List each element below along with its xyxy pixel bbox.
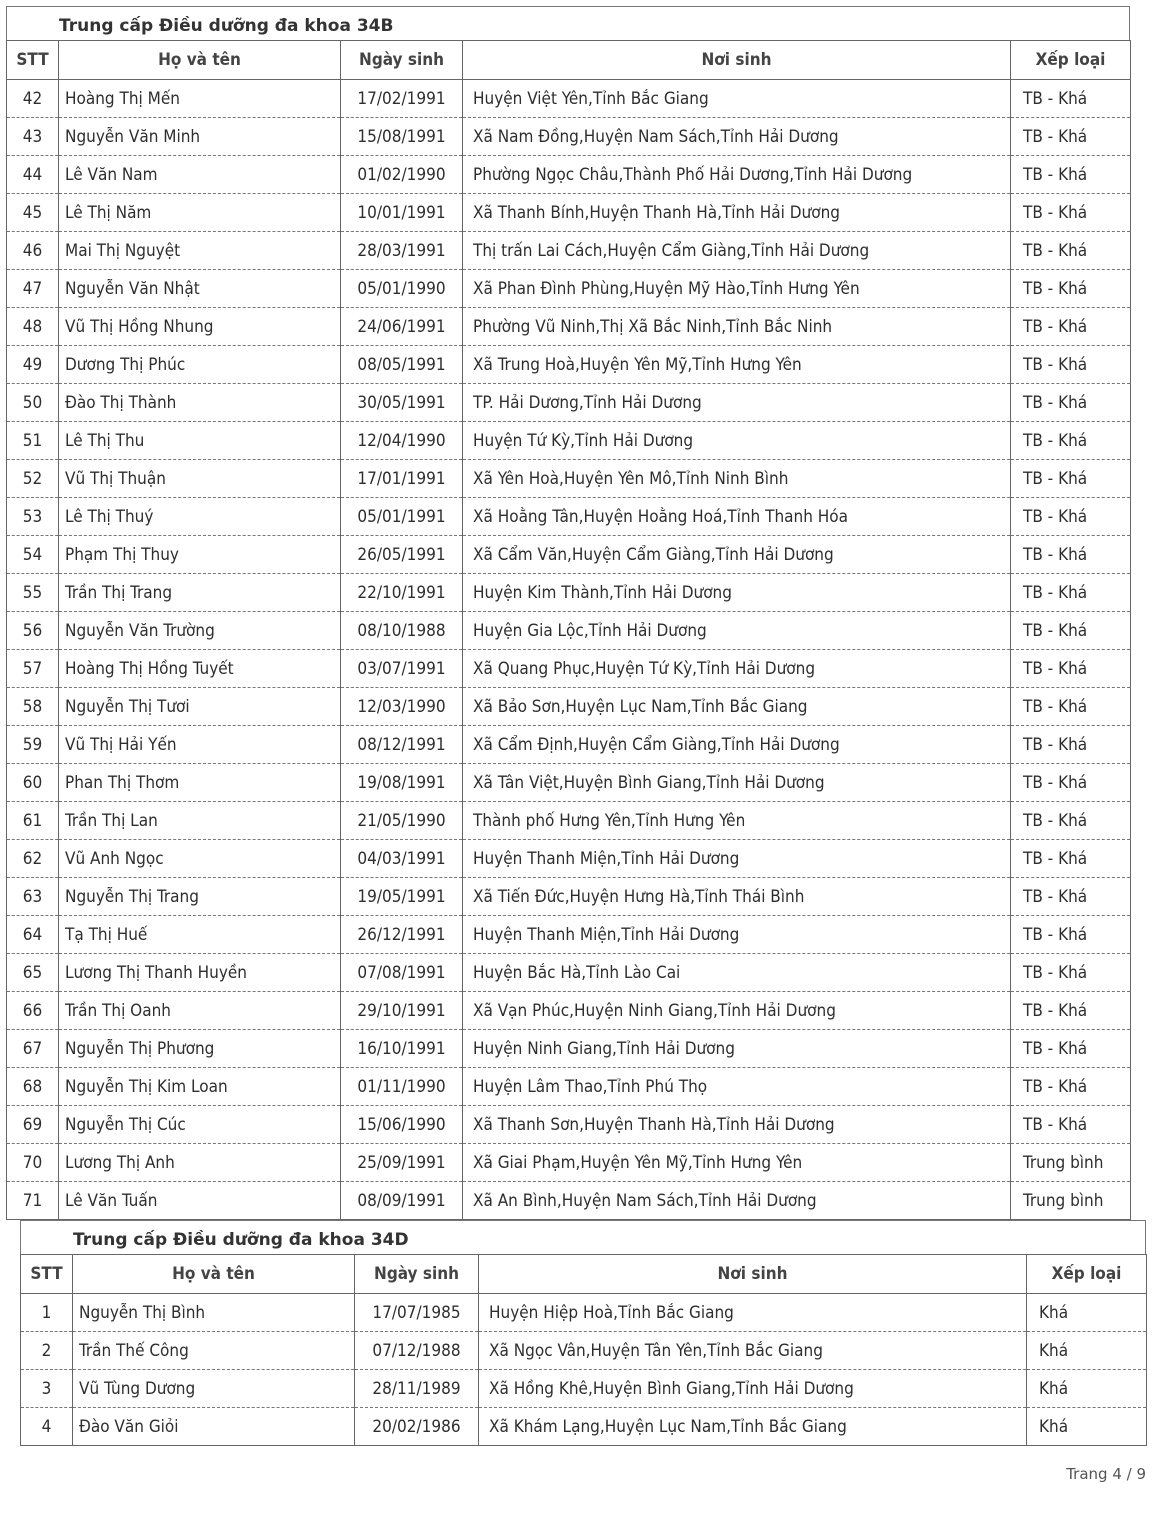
row-rank: TB - Khá xyxy=(1011,650,1131,688)
row-stt: 1 xyxy=(21,1294,73,1332)
row-rank: TB - Khá xyxy=(1011,346,1131,384)
table-row xyxy=(7,574,1131,612)
table-row xyxy=(7,1106,1131,1144)
row-name: Vũ Anh Ngọc xyxy=(59,840,341,878)
row-rank: TB - Khá xyxy=(1011,118,1131,156)
row-name: Mai Thị Nguyệt xyxy=(59,232,341,270)
row-name: Dương Thị Phúc xyxy=(59,346,341,384)
col-header-place: Nơi sinh xyxy=(463,41,1011,80)
row-rank: TB - Khá xyxy=(1011,460,1131,498)
row-dob: 26/12/1991 xyxy=(341,916,463,954)
table-row xyxy=(7,954,1131,992)
row-dob: 08/12/1991 xyxy=(341,726,463,764)
row-dob: 17/07/1985 xyxy=(355,1294,479,1332)
row-rank: TB - Khá xyxy=(1011,726,1131,764)
table-row xyxy=(7,232,1131,270)
row-dob: 25/09/1991 xyxy=(341,1144,463,1182)
row-name: Trần Thế Công xyxy=(73,1332,355,1370)
row-place: Xã Trung Hoà,Huyện Yên Mỹ,Tỉnh Hưng Yên xyxy=(463,346,1011,384)
row-stt: 59 xyxy=(7,726,59,764)
table-row xyxy=(7,422,1131,460)
table-row xyxy=(7,80,1131,118)
table-row xyxy=(7,650,1131,688)
row-dob: 08/09/1991 xyxy=(341,1182,463,1220)
row-name: Đào Thị Thành xyxy=(59,384,341,422)
row-rank: TB - Khá xyxy=(1011,1030,1131,1068)
table-row xyxy=(21,1294,1147,1332)
row-rank: Khá xyxy=(1027,1294,1147,1332)
row-rank: TB - Khá xyxy=(1011,536,1131,574)
row-stt: 43 xyxy=(7,118,59,156)
row-rank: TB - Khá xyxy=(1011,764,1131,802)
row-place: Xã Yên Hoà,Huyện Yên Mô,Tỉnh Ninh Bình xyxy=(463,460,1011,498)
row-dob: 17/02/1991 xyxy=(341,80,463,118)
row-dob: 04/03/1991 xyxy=(341,840,463,878)
row-name: Lê Thị Năm xyxy=(59,194,341,232)
row-dob: 15/08/1991 xyxy=(341,118,463,156)
row-rank: TB - Khá xyxy=(1011,498,1131,536)
row-dob: 05/01/1991 xyxy=(341,498,463,536)
row-name: Lê Thị Thuý xyxy=(59,498,341,536)
row-name: Hoàng Thị Hồng Tuyết xyxy=(59,650,341,688)
row-rank: Khá xyxy=(1027,1370,1147,1408)
row-name: Lê Thị Thu xyxy=(59,422,341,460)
row-rank: TB - Khá xyxy=(1011,992,1131,1030)
row-place: Xã Tiến Đức,Huyện Hưng Hà,Tỉnh Thái Bình xyxy=(463,878,1011,916)
row-place: Phường Ngọc Châu,Thành Phố Hải Dương,Tỉnh Hải Dương xyxy=(463,156,1011,194)
row-stt: 71 xyxy=(7,1182,59,1220)
row-name: Vũ Thị Hồng Nhung xyxy=(59,308,341,346)
row-name: Lê Văn Nam xyxy=(59,156,341,194)
row-dob: 01/11/1990 xyxy=(341,1068,463,1106)
row-place: Xã Thanh Bính,Huyện Thanh Hà,Tỉnh Hải Dương xyxy=(463,194,1011,232)
row-place: Xã Quang Phục,Huyện Tứ Kỳ,Tỉnh Hải Dương xyxy=(463,650,1011,688)
row-rank: TB - Khá xyxy=(1011,308,1131,346)
row-name: Nguyễn Thị Bình xyxy=(73,1294,355,1332)
row-rank: TB - Khá xyxy=(1011,232,1131,270)
row-rank: TB - Khá xyxy=(1011,80,1131,118)
table-row xyxy=(7,1144,1131,1182)
row-dob: 28/11/1989 xyxy=(355,1370,479,1408)
row-dob: 12/04/1990 xyxy=(341,422,463,460)
row-stt: 58 xyxy=(7,688,59,726)
row-place: Xã Thanh Sơn,Huyện Thanh Hà,Tỉnh Hải Dương xyxy=(463,1106,1011,1144)
row-rank: TB - Khá xyxy=(1011,878,1131,916)
row-place: Xã Ngọc Vân,Huyện Tân Yên,Tỉnh Bắc Giang xyxy=(479,1332,1027,1370)
section-title: Trung cấp Điều dưỡng đa khoa 34D xyxy=(20,1220,1146,1254)
row-rank: Khá xyxy=(1027,1408,1147,1446)
table-row xyxy=(7,688,1131,726)
row-place: Xã Bảo Sơn,Huyện Lục Nam,Tỉnh Bắc Giang xyxy=(463,688,1011,726)
row-name: Nguyễn Văn Trường xyxy=(59,612,341,650)
table-row xyxy=(7,346,1131,384)
row-stt: 67 xyxy=(7,1030,59,1068)
table-row xyxy=(7,498,1131,536)
row-stt: 70 xyxy=(7,1144,59,1182)
row-rank: Trung bình xyxy=(1011,1182,1131,1220)
table-row xyxy=(7,460,1131,498)
row-stt: 48 xyxy=(7,308,59,346)
row-name: Nguyễn Văn Minh xyxy=(59,118,341,156)
row-dob: 08/05/1991 xyxy=(341,346,463,384)
row-dob: 30/05/1991 xyxy=(341,384,463,422)
row-dob: 29/10/1991 xyxy=(341,992,463,1030)
table-row xyxy=(7,764,1131,802)
row-place: TP. Hải Dương,Tỉnh Hải Dương xyxy=(463,384,1011,422)
row-place: Xã Hoằng Tân,Huyện Hoằng Hoá,Tỉnh Thanh Hóa xyxy=(463,498,1011,536)
row-dob: 20/02/1986 xyxy=(355,1408,479,1446)
row-stt: 53 xyxy=(7,498,59,536)
row-rank: TB - Khá xyxy=(1011,156,1131,194)
row-place: Thành phố Hưng Yên,Tỉnh Hưng Yên xyxy=(463,802,1011,840)
row-stt: 45 xyxy=(7,194,59,232)
table-row xyxy=(7,384,1131,422)
row-dob: 15/06/1990 xyxy=(341,1106,463,1144)
row-dob: 05/01/1990 xyxy=(341,270,463,308)
row-place: Huyện Gia Lộc,Tỉnh Hải Dương xyxy=(463,612,1011,650)
section-title: Trung cấp Điều dưỡng đa khoa 34B xyxy=(6,6,1130,40)
row-rank: Khá xyxy=(1027,1332,1147,1370)
col-header-dob: Ngày sinh xyxy=(341,41,463,80)
row-dob: 21/05/1990 xyxy=(341,802,463,840)
table-row xyxy=(7,916,1131,954)
col-header-rank: Xếp loại xyxy=(1011,41,1131,80)
row-name: Phạm Thị Thuy xyxy=(59,536,341,574)
row-name: Trần Thị Trang xyxy=(59,574,341,612)
row-place: Huyện Bắc Hà,Tỉnh Lào Cai xyxy=(463,954,1011,992)
row-dob: 17/01/1991 xyxy=(341,460,463,498)
row-stt: 68 xyxy=(7,1068,59,1106)
row-stt: 3 xyxy=(21,1370,73,1408)
row-rank: Trung bình xyxy=(1011,1144,1131,1182)
row-stt: 46 xyxy=(7,232,59,270)
table-row xyxy=(7,802,1131,840)
table-row xyxy=(7,1030,1131,1068)
table-row xyxy=(7,308,1131,346)
row-stt: 64 xyxy=(7,916,59,954)
row-place: Huyện Lâm Thao,Tỉnh Phú Thọ xyxy=(463,1068,1011,1106)
row-stt: 65 xyxy=(7,954,59,992)
row-dob: 12/03/1990 xyxy=(341,688,463,726)
col-header-name: Họ và tên xyxy=(59,41,341,80)
row-dob: 10/01/1991 xyxy=(341,194,463,232)
row-stt: 44 xyxy=(7,156,59,194)
row-stt: 51 xyxy=(7,422,59,460)
table-row xyxy=(7,726,1131,764)
row-name: Hoàng Thị Mến xyxy=(59,80,341,118)
row-place: Xã Cẩm Văn,Huyện Cẩm Giàng,Tỉnh Hải Dương xyxy=(463,536,1011,574)
table-row xyxy=(7,194,1131,232)
row-dob: 19/05/1991 xyxy=(341,878,463,916)
row-name: Nguyễn Thị Trang xyxy=(59,878,341,916)
row-stt: 50 xyxy=(7,384,59,422)
row-stt: 62 xyxy=(7,840,59,878)
row-name: Lương Thị Thanh Huyền xyxy=(59,954,341,992)
table-row xyxy=(7,840,1131,878)
row-stt: 61 xyxy=(7,802,59,840)
row-stt: 2 xyxy=(21,1332,73,1370)
row-name: Vũ Thị Thuận xyxy=(59,460,341,498)
row-rank: TB - Khá xyxy=(1011,612,1131,650)
col-header-dob: Ngày sinh xyxy=(355,1255,479,1294)
row-place: Xã Vạn Phúc,Huyện Ninh Giang,Tỉnh Hải Dương xyxy=(463,992,1011,1030)
row-dob: 03/07/1991 xyxy=(341,650,463,688)
row-stt: 47 xyxy=(7,270,59,308)
row-name: Nguyễn Thị Cúc xyxy=(59,1106,341,1144)
row-stt: 4 xyxy=(21,1408,73,1446)
row-rank: TB - Khá xyxy=(1011,194,1131,232)
table-row xyxy=(7,156,1131,194)
row-stt: 57 xyxy=(7,650,59,688)
row-rank: TB - Khá xyxy=(1011,422,1131,460)
row-stt: 63 xyxy=(7,878,59,916)
row-rank: TB - Khá xyxy=(1011,802,1131,840)
row-name: Phan Thị Thơm xyxy=(59,764,341,802)
row-rank: TB - Khá xyxy=(1011,916,1131,954)
row-rank: TB - Khá xyxy=(1011,840,1131,878)
row-place: Xã Giai Phạm,Huyện Yên Mỹ,Tỉnh Hưng Yên xyxy=(463,1144,1011,1182)
row-dob: 08/10/1988 xyxy=(341,612,463,650)
row-dob: 19/08/1991 xyxy=(341,764,463,802)
row-stt: 66 xyxy=(7,992,59,1030)
row-stt: 49 xyxy=(7,346,59,384)
row-name: Tạ Thị Huế xyxy=(59,916,341,954)
row-place: Phường Vũ Ninh,Thị Xã Bắc Ninh,Tỉnh Bắc Ninh xyxy=(463,308,1011,346)
row-name: Trần Thị Lan xyxy=(59,802,341,840)
table-row xyxy=(7,1182,1131,1220)
row-place: Huyện Hiệp Hoà,Tỉnh Bắc Giang xyxy=(479,1294,1027,1332)
row-place: Xã Hồng Khê,Huyện Bình Giang,Tỉnh Hải Dương xyxy=(479,1370,1027,1408)
row-name: Lê Văn Tuấn xyxy=(59,1182,341,1220)
row-place: Xã An Bình,Huyện Nam Sách,Tỉnh Hải Dương xyxy=(463,1182,1011,1220)
row-stt: 56 xyxy=(7,612,59,650)
table-row xyxy=(7,612,1131,650)
page-number: Trang 4 / 9 xyxy=(1066,1465,1146,1483)
col-header-place: Nơi sinh xyxy=(479,1255,1027,1294)
header-row xyxy=(21,1255,1147,1294)
row-name: Nguyễn Văn Nhật xyxy=(59,270,341,308)
row-rank: TB - Khá xyxy=(1011,1068,1131,1106)
col-header-stt: STT xyxy=(7,41,59,80)
row-dob: 26/05/1991 xyxy=(341,536,463,574)
row-name: Lương Thị Anh xyxy=(59,1144,341,1182)
row-stt: 52 xyxy=(7,460,59,498)
row-place: Huyện Thanh Miện,Tỉnh Hải Dương xyxy=(463,840,1011,878)
row-stt: 54 xyxy=(7,536,59,574)
student-table xyxy=(20,1254,1147,1446)
row-place: Huyện Kim Thành,Tỉnh Hải Dương xyxy=(463,574,1011,612)
table-row xyxy=(21,1370,1147,1408)
table-row xyxy=(7,118,1131,156)
row-place: Huyện Việt Yên,Tỉnh Bắc Giang xyxy=(463,80,1011,118)
row-place: Huyện Tứ Kỳ,Tỉnh Hải Dương xyxy=(463,422,1011,460)
row-dob: 24/06/1991 xyxy=(341,308,463,346)
row-rank: TB - Khá xyxy=(1011,954,1131,992)
row-dob: 07/12/1988 xyxy=(355,1332,479,1370)
row-dob: 16/10/1991 xyxy=(341,1030,463,1068)
col-header-rank: Xếp loại xyxy=(1027,1255,1147,1294)
table-row xyxy=(7,536,1131,574)
col-header-name: Họ và tên xyxy=(73,1255,355,1294)
row-place: Xã Cẩm Định,Huyện Cẩm Giàng,Tỉnh Hải Dương xyxy=(463,726,1011,764)
row-name: Nguyễn Thị Kim Loan xyxy=(59,1068,341,1106)
row-rank: TB - Khá xyxy=(1011,688,1131,726)
table-row xyxy=(7,1068,1131,1106)
section-34d xyxy=(20,1220,1146,1446)
row-place: Xã Khám Lạng,Huyện Lục Nam,Tỉnh Bắc Giang xyxy=(479,1408,1027,1446)
row-place: Thị trấn Lai Cách,Huyện Cẩm Giàng,Tỉnh Hải Dương xyxy=(463,232,1011,270)
row-place: Huyện Ninh Giang,Tỉnh Hải Dương xyxy=(463,1030,1011,1068)
row-dob: 28/03/1991 xyxy=(341,232,463,270)
row-stt: 60 xyxy=(7,764,59,802)
row-place: Xã Nam Đồng,Huyện Nam Sách,Tỉnh Hải Dương xyxy=(463,118,1011,156)
table-row xyxy=(7,992,1131,1030)
row-rank: TB - Khá xyxy=(1011,384,1131,422)
row-stt: 69 xyxy=(7,1106,59,1144)
row-name: Trần Thị Oanh xyxy=(59,992,341,1030)
row-name: Nguyễn Thị Phương xyxy=(59,1030,341,1068)
row-stt: 42 xyxy=(7,80,59,118)
row-name: Đào Văn Giỏi xyxy=(73,1408,355,1446)
row-dob: 01/02/1990 xyxy=(341,156,463,194)
row-name: Nguyễn Thị Tươi xyxy=(59,688,341,726)
row-rank: TB - Khá xyxy=(1011,1106,1131,1144)
table-row xyxy=(21,1332,1147,1370)
header-row xyxy=(7,41,1131,80)
row-dob: 07/08/1991 xyxy=(341,954,463,992)
table-row xyxy=(7,878,1131,916)
row-rank: TB - Khá xyxy=(1011,270,1131,308)
row-name: Vũ Thị Hải Yến xyxy=(59,726,341,764)
row-rank: TB - Khá xyxy=(1011,574,1131,612)
row-place: Huyện Thanh Miện,Tỉnh Hải Dương xyxy=(463,916,1011,954)
row-place: Xã Phan Đình Phùng,Huyện Mỹ Hào,Tỉnh Hưng Yên xyxy=(463,270,1011,308)
row-name: Vũ Tùng Dương xyxy=(73,1370,355,1408)
student-table xyxy=(6,40,1131,1220)
row-place: Xã Tân Việt,Huyện Bình Giang,Tỉnh Hải Dương xyxy=(463,764,1011,802)
row-stt: 55 xyxy=(7,574,59,612)
section-34b xyxy=(6,6,1130,1220)
table-row xyxy=(21,1408,1147,1446)
table-row xyxy=(7,270,1131,308)
col-header-stt: STT xyxy=(21,1255,73,1294)
row-dob: 22/10/1991 xyxy=(341,574,463,612)
